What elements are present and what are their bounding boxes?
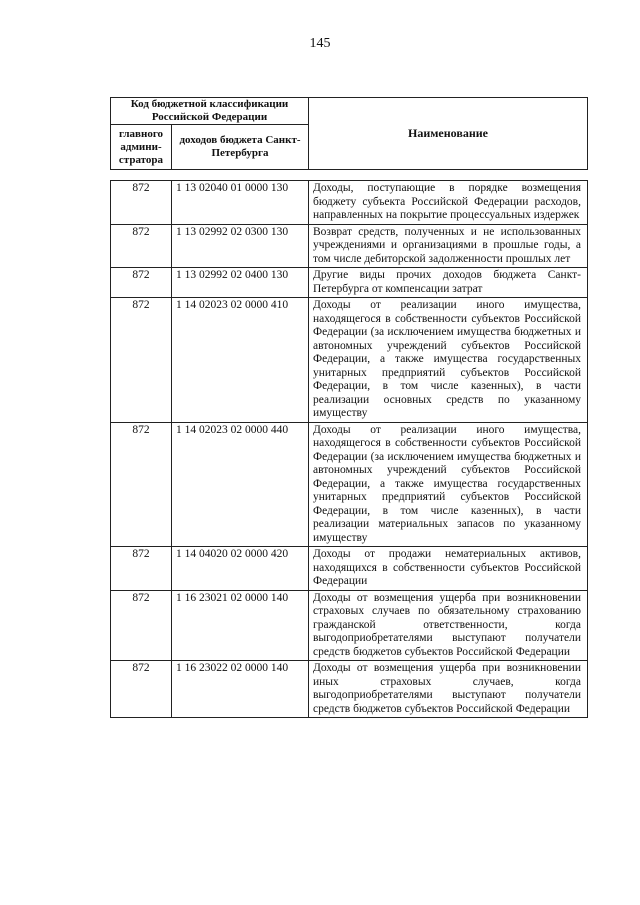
income-code-cell: 1 16 23021 02 0000 140 xyxy=(172,590,309,661)
income-name-cell: Доходы от возмещения ущерба при возникновении страховых случаев по обязательному страхованию гражданской ответственности, когда выгодоприобретателями выступают получатели средств бюджетов субъектов Российской Федерации xyxy=(309,590,588,661)
admin-code-cell: 872 xyxy=(111,547,172,591)
header-income: доходов бюджета Санкт-Петербурга xyxy=(172,125,309,170)
income-code-cell: 1 13 02040 01 0000 130 xyxy=(172,181,309,225)
admin-code-cell: 872 xyxy=(111,268,172,298)
classification-table xyxy=(110,180,588,718)
table-row xyxy=(111,661,588,718)
admin-code-cell: 872 xyxy=(111,181,172,225)
income-code-cell: 1 16 23022 02 0000 140 xyxy=(172,661,309,718)
table-row xyxy=(111,268,588,298)
header-name: Наименование xyxy=(309,98,588,170)
income-name-cell: Доходы от возмещения ущерба при возникновении иных страховых случаев, когда выгодоприобретателями выступают получатели средств бюджетов субъектов Российской Федерации xyxy=(309,661,588,718)
income-code-cell: 1 13 02992 02 0300 130 xyxy=(172,224,309,268)
admin-code-cell: 872 xyxy=(111,661,172,718)
income-name-cell: Доходы от реализации иного имущества, находящегося в собственности субъектов Российской Федерации (за исключением имущества бюджетных и автономных учреждений субъектов Российской Федерации, а также имущества государственных унитарных предприятий субъектов Российской Федерации, в том числе казенных), в части реализации основных средств по указанному имуществу xyxy=(309,298,588,423)
table-row xyxy=(111,590,588,661)
table-row xyxy=(111,298,588,423)
income-name-cell: Доходы от реализации иного имущества, находящегося в собственности субъектов Российской Федерации (за исключением имущества бюджетных и автономных учреждений субъектов Российской Федерации, а также имущества государственных унитарных предприятий субъектов Российской Федерации, в том числе казенных), в части реализации материальных запасов по указанному имуществу xyxy=(309,422,588,547)
table-row xyxy=(111,224,588,268)
table-row xyxy=(111,422,588,547)
income-name-cell: Доходы от продажи нематериальных активов, находящихся в собственности субъектов Российской Федерации xyxy=(309,547,588,591)
admin-code-cell: 872 xyxy=(111,298,172,423)
table-header xyxy=(110,97,588,170)
income-name-cell: Возврат средств, полученных и не использованных учреждениями и организациями в прошлые годы, а том числе дебиторской задолженности прошлых лет xyxy=(309,224,588,268)
income-name-cell: Другие виды прочих доходов бюджета Санкт-Петербурга от компенсации затрат xyxy=(309,268,588,298)
admin-code-cell: 872 xyxy=(111,590,172,661)
page-number: 145 xyxy=(309,36,331,51)
admin-code-cell: 872 xyxy=(111,224,172,268)
table-row xyxy=(111,181,588,225)
income-code-cell: 1 14 02023 02 0000 440 xyxy=(172,422,309,547)
income-code-cell: 1 14 02023 02 0000 410 xyxy=(172,298,309,423)
admin-code-cell: 872 xyxy=(111,422,172,547)
income-code-cell: 1 13 02992 02 0400 130 xyxy=(172,268,309,298)
header-admin: главного админи- стратора xyxy=(111,125,172,170)
income-name-cell: Доходы, поступающие в порядке возмещения бюджету субъекта Российской Федерации расходов, направленных на покрытие процессуальных издержек xyxy=(309,181,588,225)
income-code-cell: 1 14 04020 02 0000 420 xyxy=(172,547,309,591)
header-group-title: Код бюджетной классификации Российской Федерации xyxy=(111,98,309,125)
table-row xyxy=(111,547,588,591)
